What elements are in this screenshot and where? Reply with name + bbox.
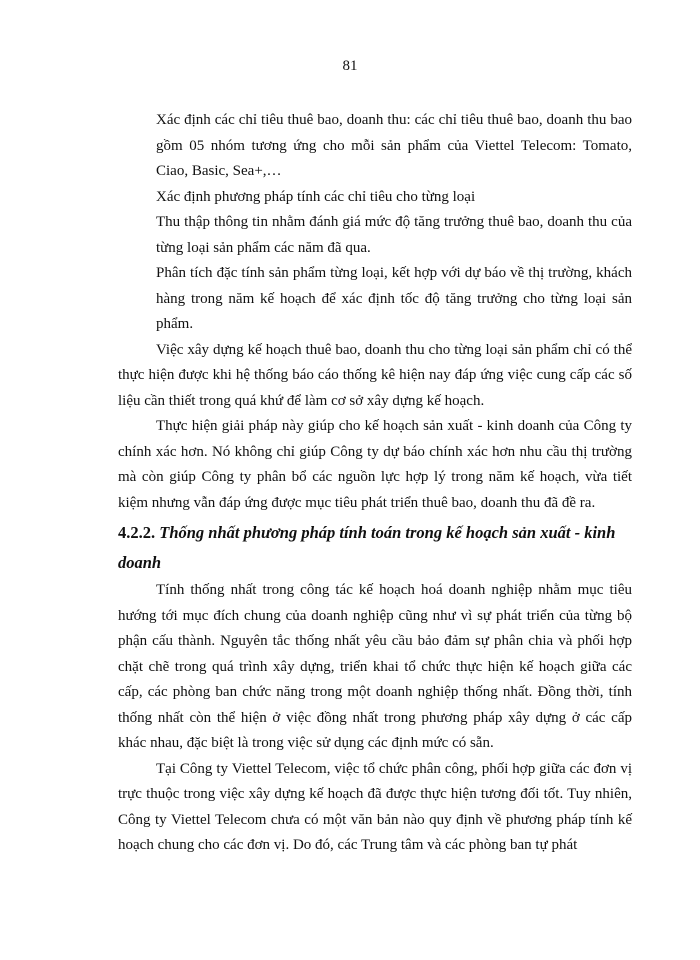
document-body: [118, 108, 632, 859]
section-title: Thống nhất phương pháp tính toán trong kế hoạch sản xuất - kinh doanh: [118, 523, 616, 572]
list-item: Thu thập thông tin nhằm đánh giá mức độ tăng trưởng thuê bao, doanh thu của từng loại sản phẩm các năm đã qua.: [156, 214, 632, 256]
paragraph: Việc xây dựng kế hoạch thuê bao, doanh thu cho từng loại sản phẩm chỉ có thể thực hiện được khi hệ thống báo cáo thống kê hiện nay đáp ứng việc cung cấp các số liệu cần thiết trong quá khứ để làm cơ sở xây dựng kế hoạch.: [118, 341, 632, 409]
paragraph: Tính thống nhất trong công tác kế hoạch hoá doanh nghiệp nhằm mục tiêu hướng tới mục đích chung của doanh nghiệp cũng như vì sự phát triển của từng bộ phận cấu thành. Nguyên tắc thống nhất yêu cầu bảo đảm sự phân chia và phối hợp chặt chẽ trong quá trình xây dựng, triển khai tổ chức thực hiện kế hoạch giữa các cấp, các phòng ban chức năng trong một doanh nghiệp thống nhất. Đồng thời, tính thống nhất còn thể hiện ở việc đồng nhất trong phương pháp xây dựng ở các cấp khác nhau, đặc biệt là trong việc sử dụng các định mức có sẵn.: [118, 582, 632, 751]
section-heading: [118, 518, 632, 578]
list-item: Phân tích đặc tính sản phẩm từng loại, kết hợp với dự báo về thị trường, khách hàng trong năm kế hoạch để xác định tốc độ tăng trưởng cho từng loại sản phẩm.: [156, 265, 632, 332]
list-item: Xác định các chỉ tiêu thuê bao, doanh thu: các chỉ tiêu thuê bao, doanh thu bao gồm 05 nhóm tương ứng cho mỗi sản phẩm của Viettel Telecom: Tomato, Ciao, Basic, Sea+,…: [156, 112, 632, 179]
section-number: 4.2.2.: [118, 523, 156, 542]
paragraph: Thực hiện giải pháp này giúp cho kế hoạch sản xuất - kinh doanh của Công ty chính xác hơn. Nó không chỉ giúp Công ty dự báo chính xác hơn nhu cầu thị trường mà còn giúp Công ty phân bổ các nguồn lực hợp lý trong năm kế hoạch, vừa tiết kiệm nhưng vẫn đáp ứng được mục tiêu phát triển thuê bao, doanh thu đã đề ra.: [118, 418, 632, 511]
page-number: 81: [342, 58, 358, 74]
paragraph: Tại Công ty Viettel Telecom, việc tổ chức phân công, phối hợp giữa các đơn vị trực thuộc trong việc xây dựng kế hoạch đã được thực hiện tương đối tốt. Tuy nhiên, Công ty Viettel Telecom chưa có một văn bản nào quy định về phương pháp tính kế hoạch chung cho các đơn vị. Do đó, các Trung tâm và các phòng ban tự phát: [118, 760, 632, 853]
list-item: Xác định phương pháp tính các chỉ tiêu cho từng loại: [156, 188, 476, 205]
